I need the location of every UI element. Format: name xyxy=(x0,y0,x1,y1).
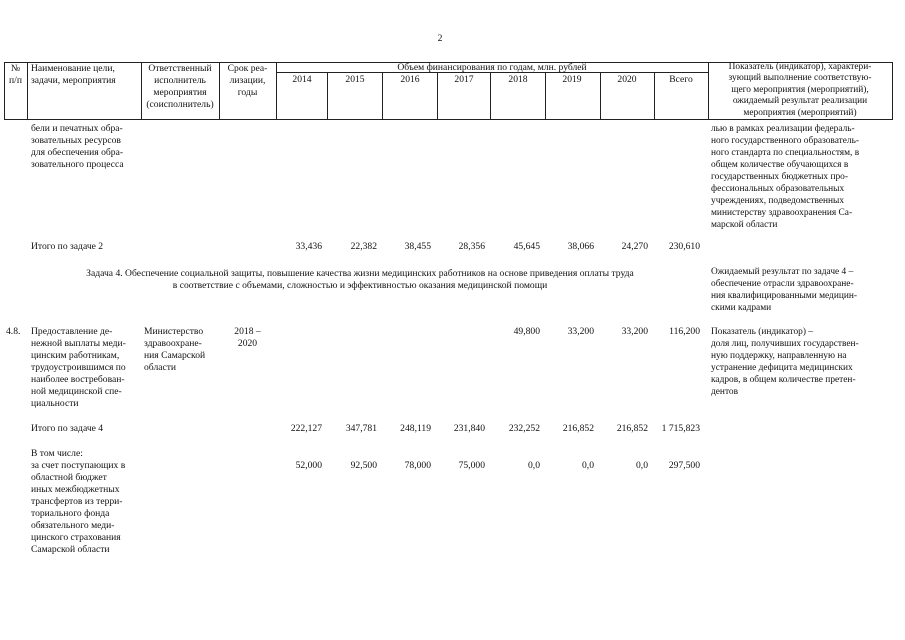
total4-value: 231,840 xyxy=(453,423,485,434)
header-year: 2020 xyxy=(617,74,637,85)
header-responsible: Ответственный исполнитель мероприятия (соисполнитель) xyxy=(146,63,214,110)
incl-name: за счет поступающих в областной бюджет иных межбюджетных трансфертов из терри- ториального фонда обязательного меди- цинского страхования Самарской области xyxy=(31,460,126,555)
total2-value: 24,270 xyxy=(621,241,648,252)
row48-value: 33,200 xyxy=(621,326,648,337)
total4-value: 248,119 xyxy=(400,423,431,434)
header-total: Всего xyxy=(669,74,693,85)
total4-value: 216,852 xyxy=(616,423,648,434)
incl-value: 0,0 xyxy=(528,460,540,471)
total2-label: Итого по задаче 2 xyxy=(31,241,104,252)
total2-value: 230,610 xyxy=(668,241,700,252)
total2-value: 28,356 xyxy=(458,241,485,252)
cont-name: бели и печатных обра- зовательных ресурсов для обеспечения обра- зовательного процесса xyxy=(31,123,124,170)
row48-value: 49,800 xyxy=(513,326,540,337)
incl-value: 52,000 xyxy=(295,460,322,471)
header-funding-title: Объем финансирования по годам, млн. рублей xyxy=(397,62,587,73)
total2-value: 38,455 xyxy=(404,241,431,252)
total2-value: 33,436 xyxy=(295,241,322,252)
header-year: 2018 xyxy=(508,74,528,85)
incl-value: 78,000 xyxy=(404,460,431,471)
total4-value: 347,781 xyxy=(345,423,377,434)
row48-no: 4.8. xyxy=(6,326,21,337)
incl-value: 0,0 xyxy=(582,460,594,471)
incl-value: 75,000 xyxy=(458,460,485,471)
row48-indicator: Показатель (индикатор) – доля лиц, получивших государствен- ную поддержку, направленную на устранение дефицита медицинских кадров, в общем количестве претен- дентов xyxy=(711,327,859,397)
task4-result: Ожидаемый результат по задаче 4 – обеспечение отрасли здравоохране- ния квалифицированными медицин- скими кадрами xyxy=(711,267,858,313)
header-year: 2019 xyxy=(562,74,582,85)
header-year: 2015 xyxy=(345,74,365,85)
total4-value: 216,852 xyxy=(562,423,594,434)
total4-label: Итого по задаче 4 xyxy=(31,423,104,434)
header-year: 2017 xyxy=(454,74,474,85)
total2-value: 22,382 xyxy=(350,241,377,252)
header-no: № п/п xyxy=(9,63,22,86)
total2-value: 45,645 xyxy=(513,241,540,252)
total4-value: 232,252 xyxy=(508,423,540,434)
page-number: 2 xyxy=(437,33,443,44)
row48-responsible: Министерство здравоохране- ния Самарской области xyxy=(144,326,206,373)
header-year: 2016 xyxy=(400,74,420,85)
total4-value: 1 715,823 xyxy=(661,423,700,434)
header-indicator: Показатель (индикатор), характери- зующий выполнение соответствую- щего мероприятия (мероприятий), ожидаемый результат реализации мероприятия (мероприятий) xyxy=(728,62,872,118)
header-year: 2014 xyxy=(292,74,312,85)
incl-value: 297,500 xyxy=(668,460,700,471)
row48-value: 116,200 xyxy=(669,326,700,337)
row48-term: 2018 – 2020 xyxy=(234,326,261,349)
task4-title: Задача 4. Обеспечение социальной защиты, повышение качества жизни медицинских работников на основе приведения оплаты труда в соответствие с объемами, сложностью и эффективностью оказания медицинской помощи xyxy=(86,268,634,291)
incl-label: В том числе: xyxy=(31,448,83,459)
total4-value: 222,127 xyxy=(290,423,322,434)
cont-indicator: лью в рамках реализации федераль- ного государственного образователь- ного стандарта по специальностям, в общем количестве обучающихся в государственных бюджетных про- фессиональных образовательных учреждениях, подведомственных министерству здравоохранения Са- марской области xyxy=(711,124,860,230)
incl-value: 0,0 xyxy=(636,460,648,471)
total2-value: 38,066 xyxy=(567,241,594,252)
header-name: Наименование цели, задачи, мероприятия xyxy=(31,63,116,86)
incl-value: 92,500 xyxy=(350,460,377,471)
header-term: Срок реа- лизации, годы xyxy=(227,63,268,98)
row48-name: Предоставление де- нежной выплаты меди- цинским работникам, трудоустроившимся по наиболее востребован- ной медицинской спе- циальности xyxy=(31,326,126,409)
row48-value: 33,200 xyxy=(567,326,594,337)
